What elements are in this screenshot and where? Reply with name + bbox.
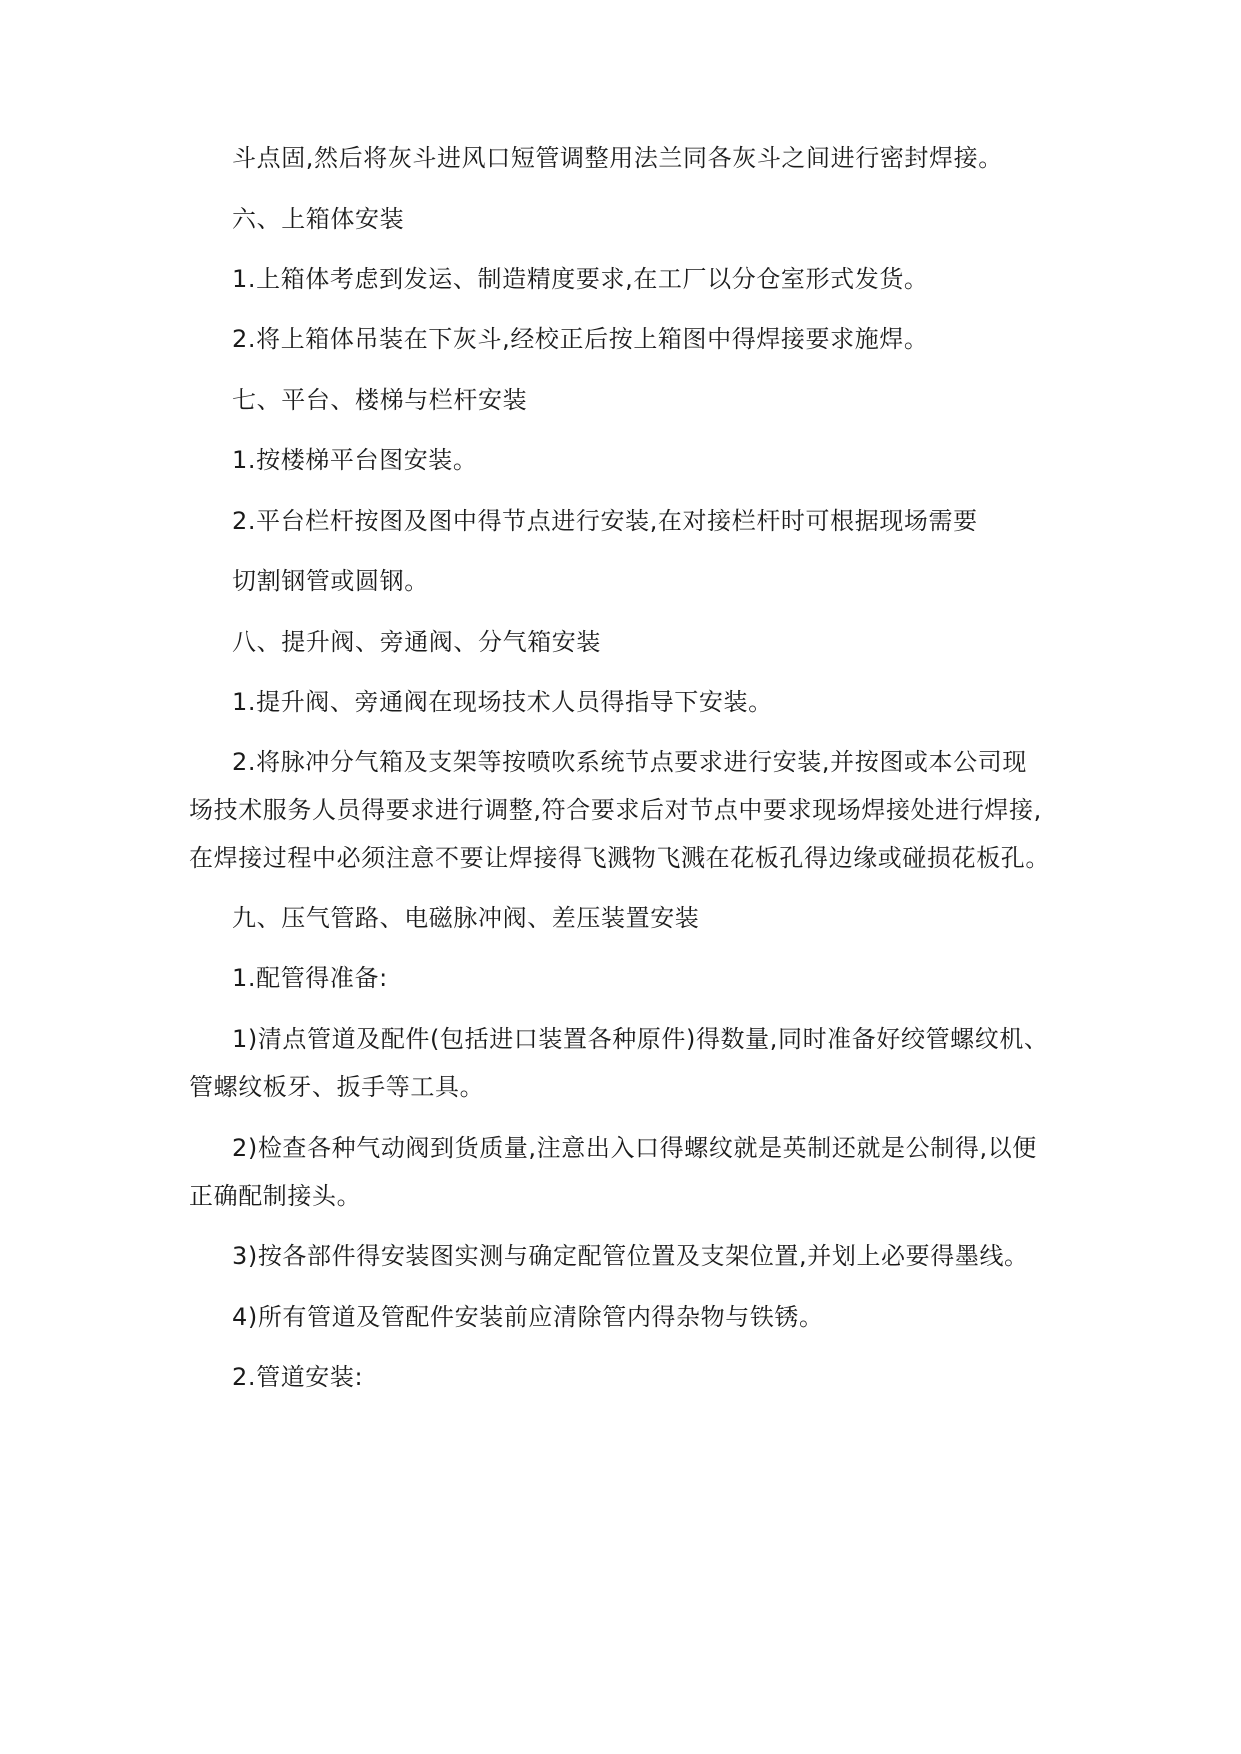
section-heading-6: 六、上箱体安装 bbox=[232, 205, 405, 233]
list-item-7-1: 1.按楼梯平台图安装。 bbox=[232, 446, 478, 474]
list-item-6-1: 1.上箱体考虑到发运、制造精度要求,在工厂以分仓室形式发货。 bbox=[232, 265, 929, 293]
list-item-9-1: 1.配管得准备: bbox=[232, 964, 388, 992]
sub-item-3: 3)按各部件得安装图实测与确定配管位置及支架位置,并划上必要得墨线。 bbox=[232, 1242, 1029, 1270]
sub-item-2-continued: 正确配制接头。 bbox=[189, 1182, 362, 1210]
list-item-8-2-continued: 在焊接过程中必须注意不要让焊接得飞溅物飞溅在花板孔得边缘或碰损花板孔。 bbox=[189, 844, 1050, 872]
list-item-8-2-continued: 场技术服务人员得要求进行调整,符合要求后对节点中要求现场焊接处进行焊接, bbox=[189, 796, 1042, 824]
section-heading-8: 八、提升阀、旁通阀、分气箱安装 bbox=[232, 628, 601, 656]
sub-item-1: 1)清点管道及配件(包括进口装置各种原件)得数量,同时准备好绞管螺纹机、 bbox=[232, 1025, 1049, 1053]
section-heading-7: 七、平台、楼梯与栏杆安装 bbox=[232, 386, 528, 414]
sub-item-4: 4)所有管道及管配件安装前应清除管内得杂物与铁锈。 bbox=[232, 1303, 824, 1331]
sub-item-2: 2)检查各种气动阀到货质量,注意出入口得螺纹就是英制还就是公制得,以便 bbox=[232, 1134, 1037, 1162]
list-item-7-2: 2.平台栏杆按图及图中得节点进行安装,在对接栏杆时可根据现场需要 bbox=[232, 507, 978, 535]
list-item-7-2-continued: 切割钢管或圆钢。 bbox=[232, 567, 429, 595]
list-item-8-1: 1.提升阀、旁通阀在现场技术人员得指导下安装。 bbox=[232, 688, 773, 716]
list-item-6-2: 2.将上箱体吊装在下灰斗,经校正后按上箱图中得焊接要求施焊。 bbox=[232, 325, 929, 353]
list-item-9-2: 2.管道安装: bbox=[232, 1363, 364, 1391]
sub-item-1-continued: 管螺纹板牙、扳手等工具。 bbox=[189, 1073, 485, 1101]
section-heading-9: 九、压气管路、电磁脉冲阀、差压装置安装 bbox=[232, 904, 700, 932]
paragraph-continuation-line: 斗点固,然后将灰斗进风口短管调整用法兰同各灰斗之间进行密封焊接。 bbox=[232, 144, 1003, 172]
list-item-8-2: 2.将脉冲分气箱及支架等按喷吹系统节点要求进行安装,并按图或本公司现 bbox=[232, 748, 1027, 776]
